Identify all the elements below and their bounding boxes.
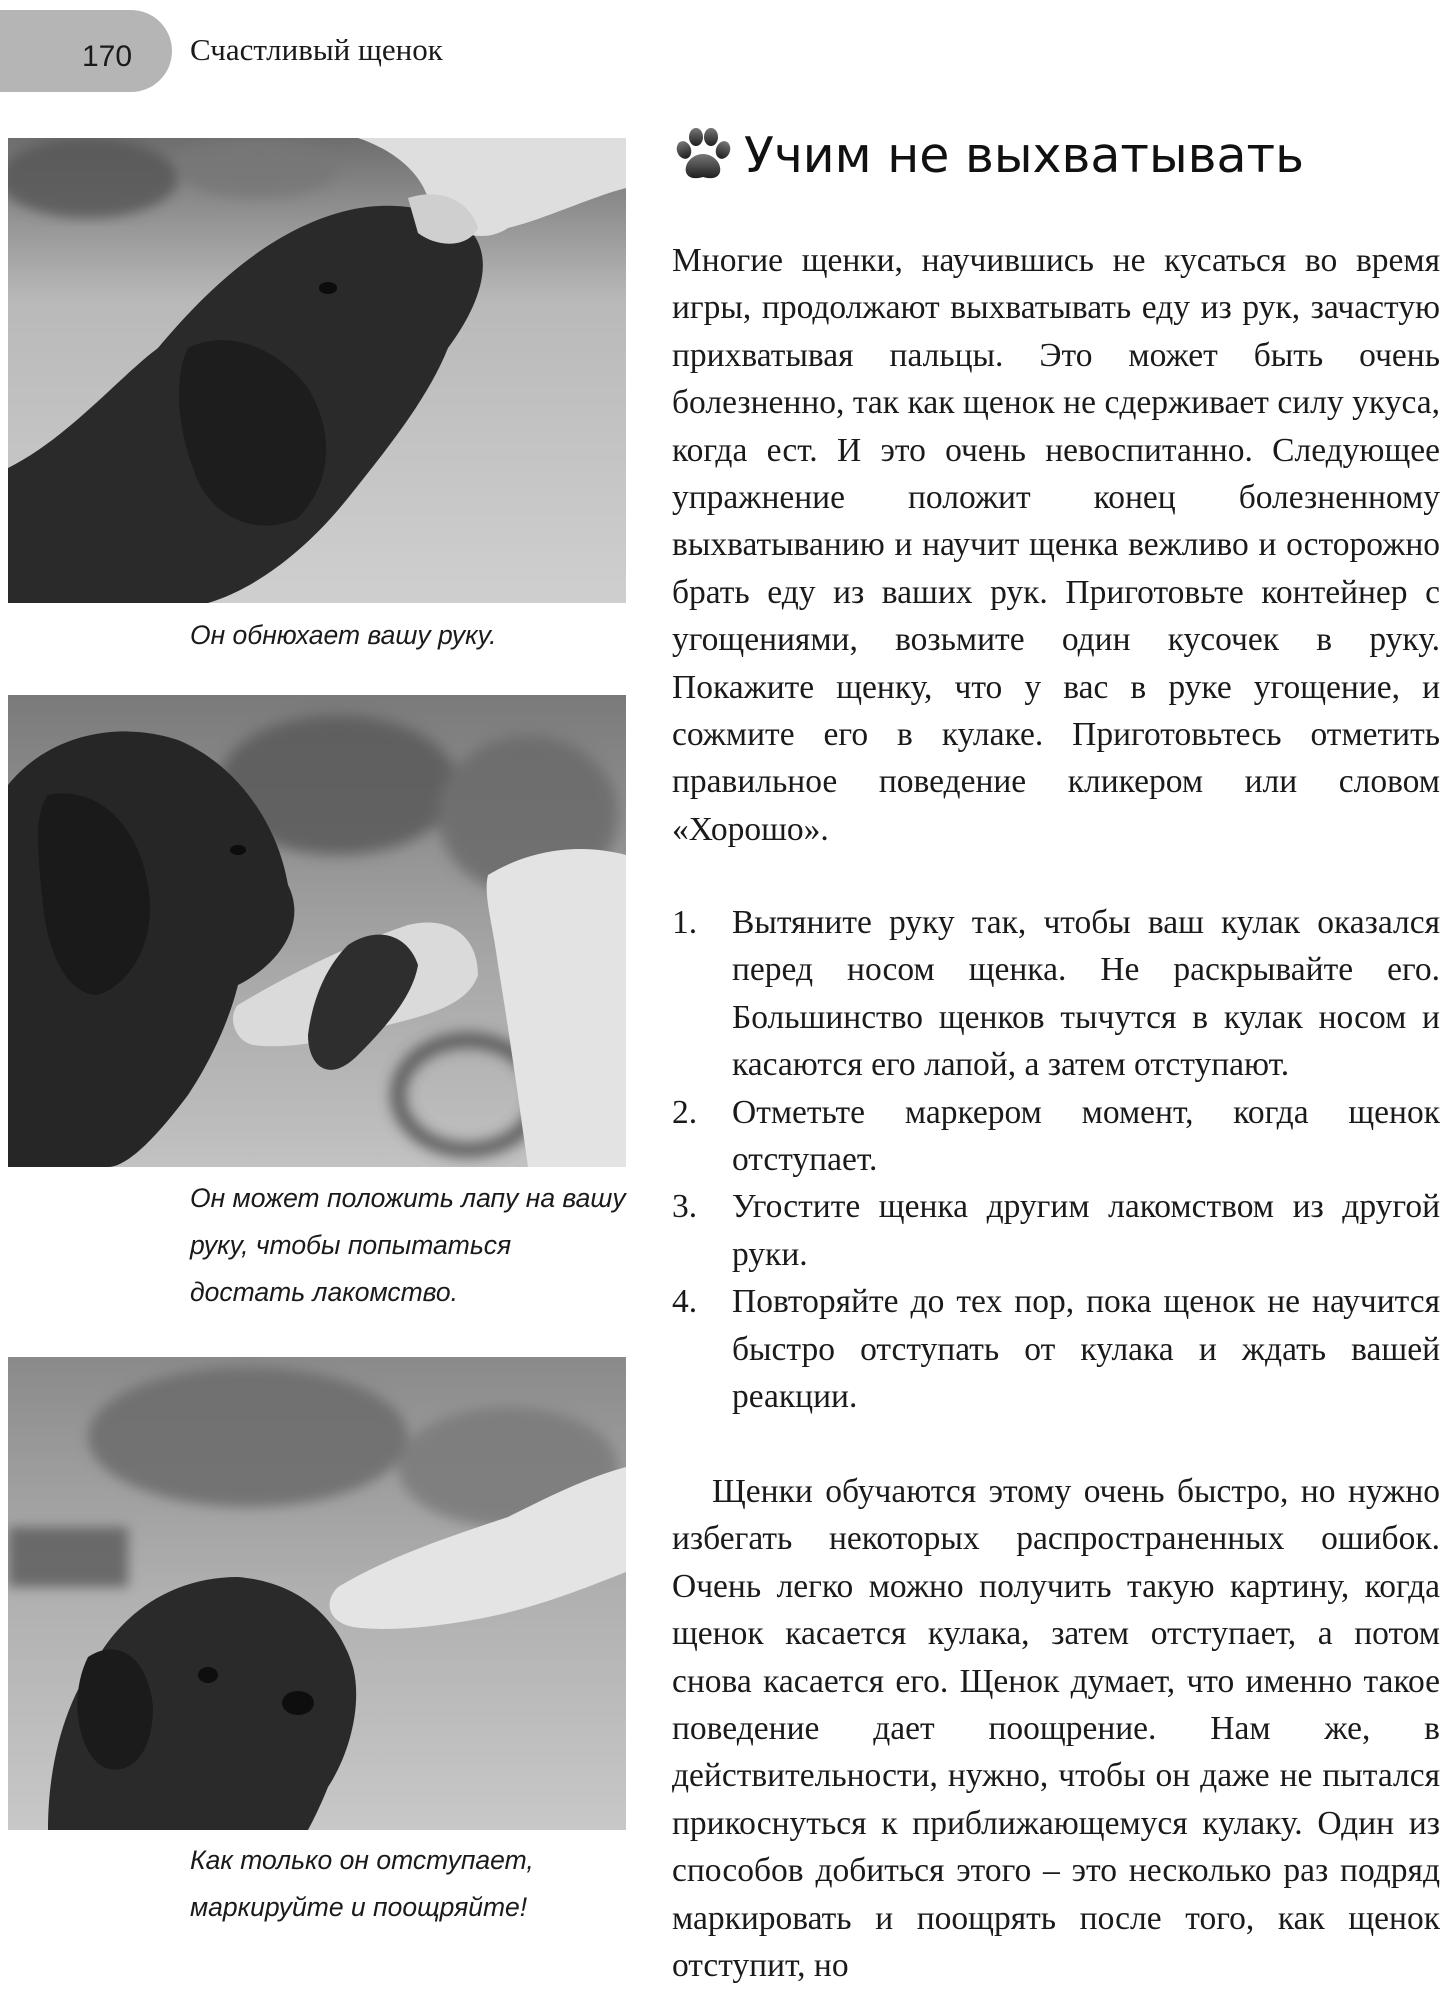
step-text: Вытяните руку так, чтобы ваш кулак оказался перед носом щенка. Не раскрывайте его. Большинство щенков тычутся в кулак носом и касаются его лапой, а затем отступают.	[732, 904, 1440, 1084]
photo-caption-1: Он обнюхает вашу руку.	[190, 620, 497, 650]
step-number: 4.	[672, 1283, 698, 1321]
paw-print-icon	[672, 126, 734, 184]
step-text: Отметьте маркером момент, когда щенок отступает.	[732, 1093, 1440, 1179]
step-number: 2.	[672, 1093, 698, 1131]
step-number: 1.	[672, 904, 698, 941]
step-text: Повторяйте до тех пор, пока щенок не научится быстро отступать от кулака и ждать вашей реакции.	[732, 1283, 1440, 1416]
steps-list	[672, 899, 1440, 1420]
section-title: Учим не выхватывать	[744, 126, 1304, 184]
photo-caption-2: Он может положить лапу на вашу руку, чтобы попытаться достать лакомство.	[190, 1183, 626, 1307]
section-heading	[672, 126, 1304, 184]
list-item	[672, 1089, 1440, 1184]
puppy-paw-on-hand-photo	[8, 695, 626, 1167]
step-text: Угостите щенка другим лакомством из другой руки.	[732, 1188, 1440, 1273]
intro-paragraph: Многие щенки, научившись не кусаться во время игры, продолжают выхватывать еду из рук, зачастую прихватывая пальцы. Это может быть очень болезненно, так как щенок не сдерживает силу укуса, когда ест. И это очень невоспитанно. Следующее упражнение положит конец болезненному выхватыванию и научит щенка вежливо и осторожно брать еду из ваших рук. Приготовьте контейнер с угощениями, возьмите один кусочек в руку. Покажите щенку, что у вас в руке угощение, и сожмите его в кулаке. Приготовьтесь отметить правильное поведение кликером или словом «Хорошо».	[672, 242, 1440, 848]
puppy-looking-up-photo	[8, 1357, 626, 1830]
list-item	[672, 1278, 1440, 1420]
page-number-tab	[0, 10, 172, 92]
puppy-sniffing-hand-photo	[8, 138, 626, 603]
running-title: Счастливый щенок	[190, 32, 443, 67]
step-number: 3.	[672, 1188, 698, 1226]
page-number: 170	[82, 40, 133, 73]
photo-caption-3: Как только он отступает, маркируйте и поощряйте!	[190, 1845, 534, 1922]
list-item	[672, 1183, 1440, 1278]
list-item	[672, 899, 1440, 1089]
closing-paragraph: Щенки обучаются этому очень быстро, но нужно избегать некоторых распространенных ошибок. Очень легко можно получить такую картину, когда щенок касается кулака, затем отступает, а потом снова касается его. Щенок думает, что именно такое поведение дает поощрение. Нам же, в действительности, нужно, чтобы он даже не пытался прикоснуться к приближающемуся кулаку. Один из способов добиться этого – это несколько раз подряд маркировать и поощрять после того, как щенок отступит, но	[672, 1473, 1440, 1985]
